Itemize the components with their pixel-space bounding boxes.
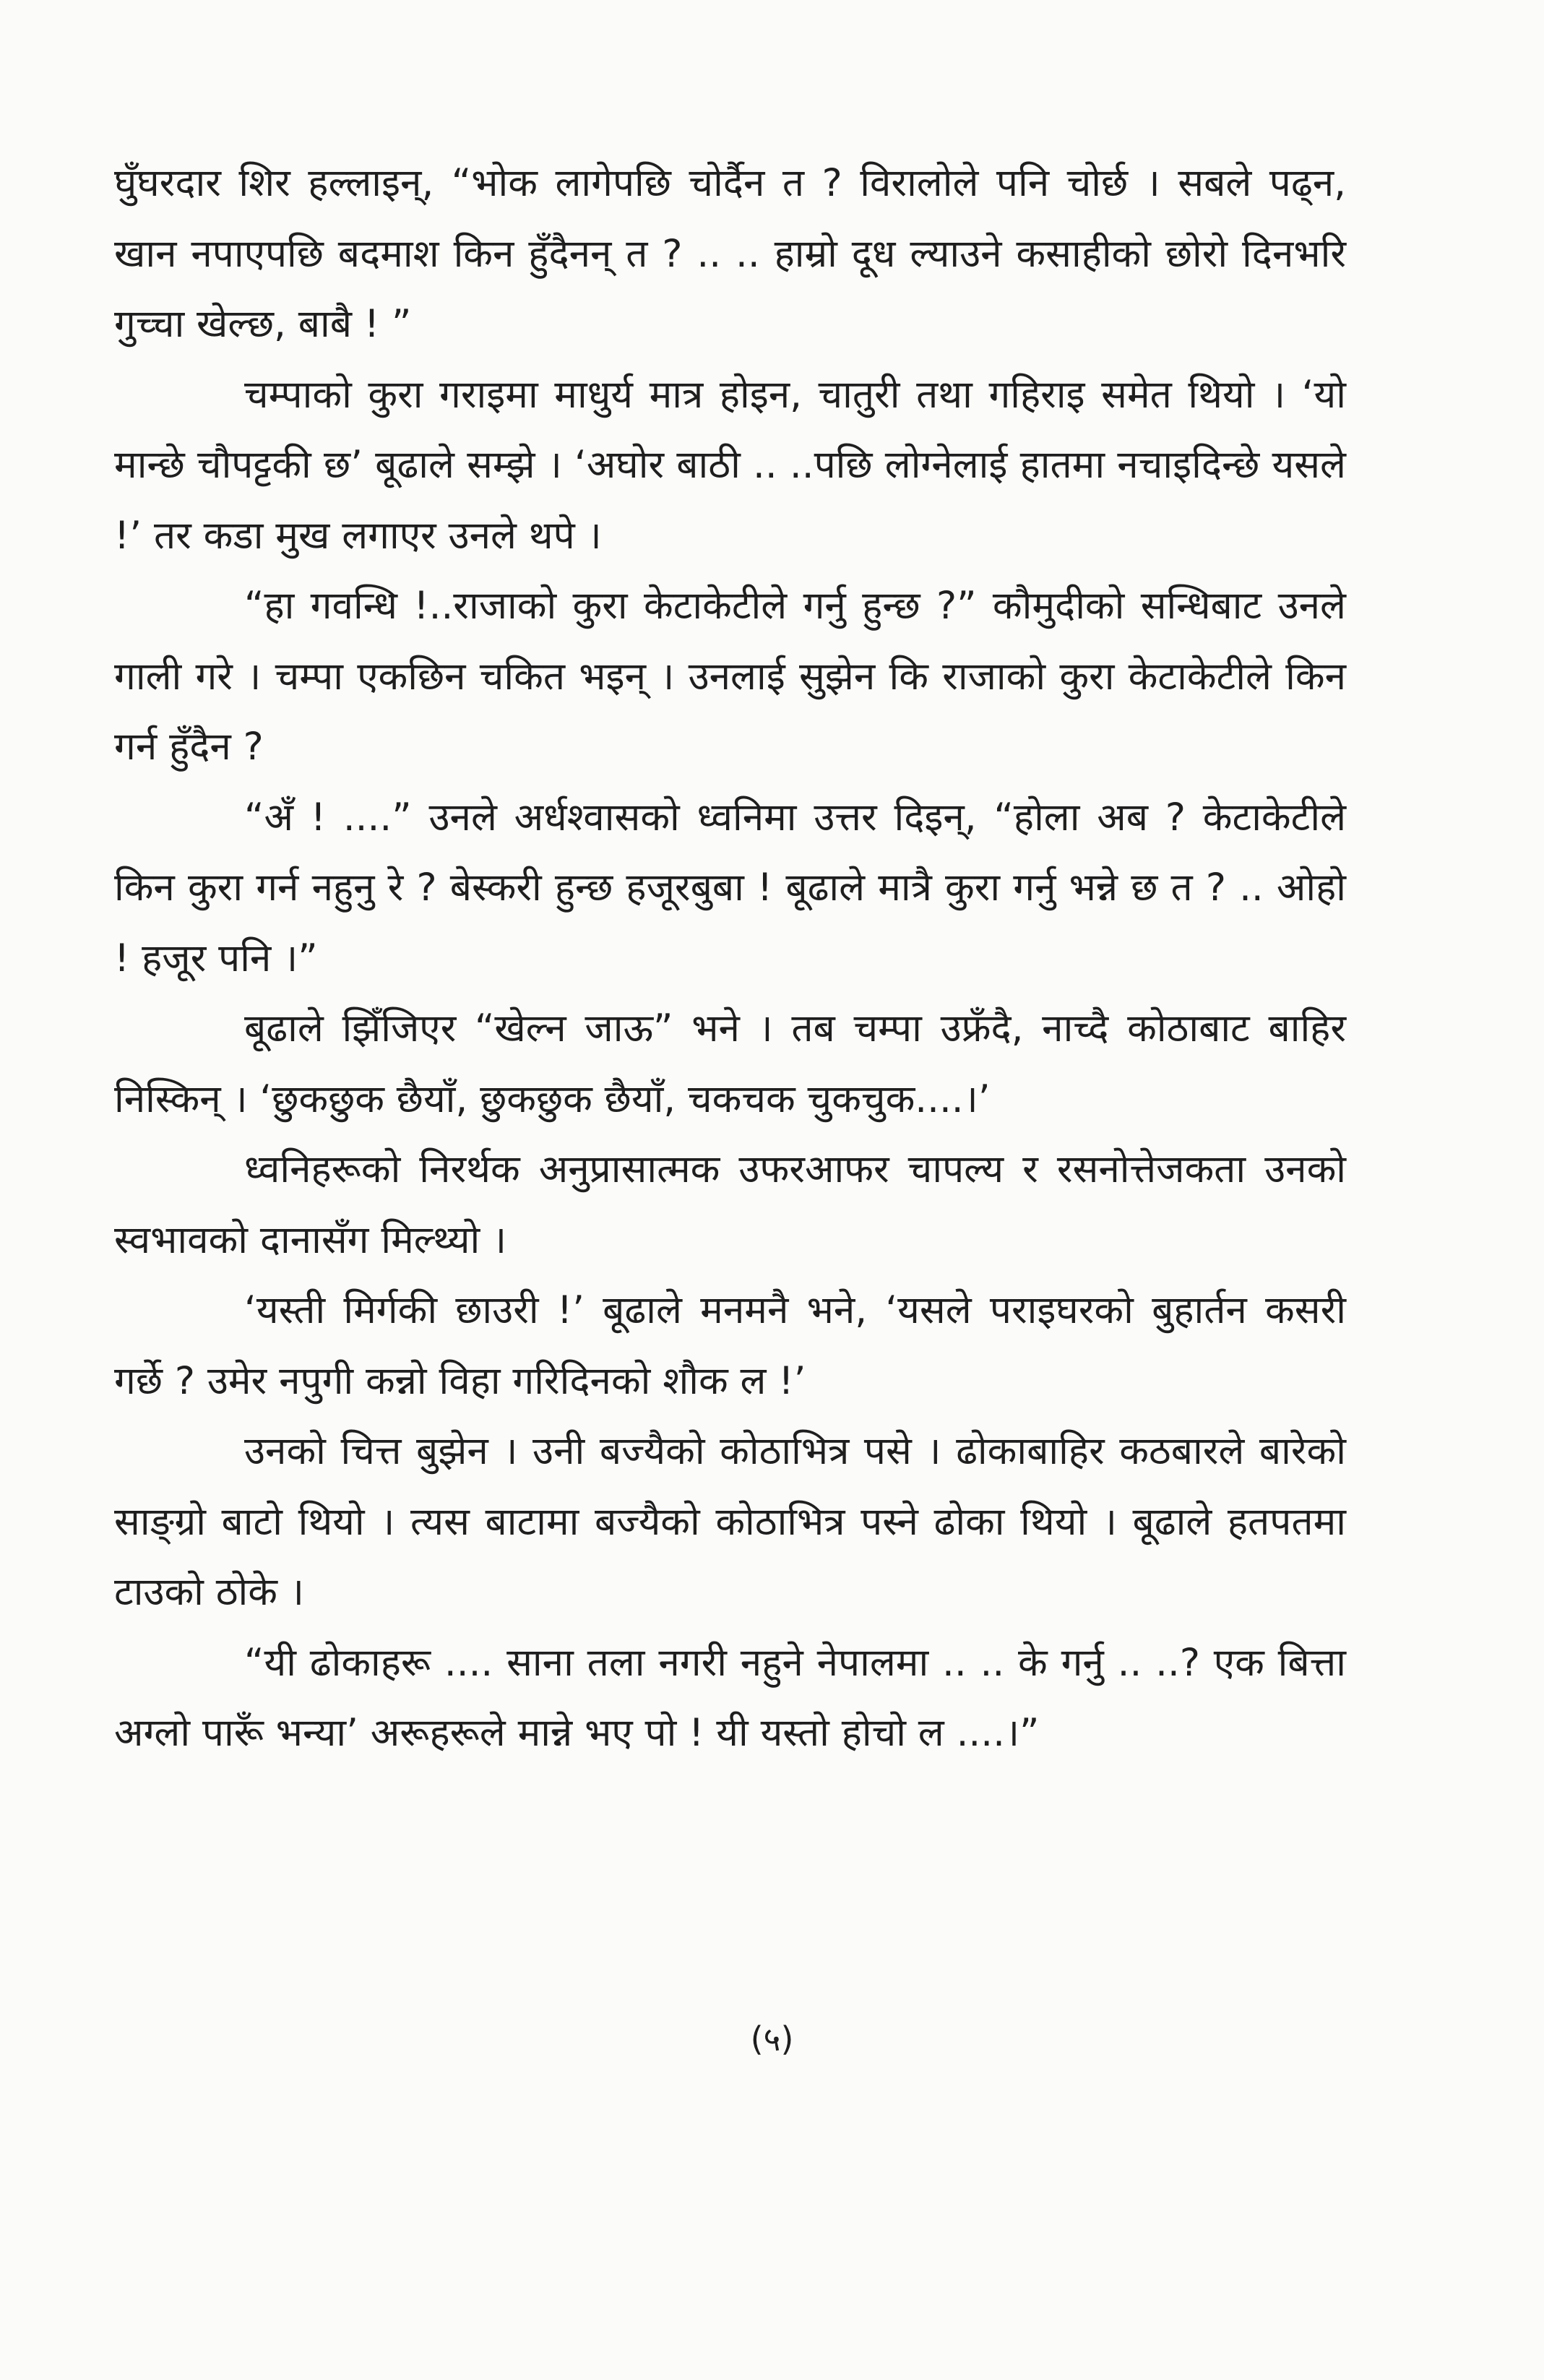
paragraph-2: चम्पाको कुरा गराइमा माधुर्य मात्र होइन, चातुरी तथा गहिराइ समेत थियो । ‘यो मान्छे चौपट्टकी छ’ बूढाले सम्झे । ‘अघोर बाठी .. ..पछि लोग्नेलाई हातमा नचाइदिन्छे यसले !’ तर कडा मुख लगाएर उनले थपे ।	[114, 372, 1346, 558]
page-number: (५)	[750, 2019, 794, 2058]
paragraph-1: घुँघरदार शिर हल्लाइन्, “भोक लागेपछि चोर्दैन त ? विरालोले पनि चोर्छ । सबले पढ्न, खान नपाएपछि बदमाश किन हुँदैनन् त ? .. .. हाम्रो दूध ल्याउने कसाहीको छोरो दिनभरि गुच्चा खेल्छ, बाबै ! ”	[114, 161, 1346, 346]
paragraph-7: ‘यस्ती मिर्गकी छाउरी !’ बूढाले मनमनै भने, ‘यसले पराइघरको बुहार्तन कसरी गर्छे ? उमेर नपुगी कन्नो विहा गरिदिनको शौक ल !’	[114, 1288, 1346, 1403]
body-text	[114, 148, 1346, 1769]
paragraph-6: ध्वनिहरूको निरर्थक अनुप्रासात्मक उफरआफर चापल्य र रसनोत्तेजकता उनको स्वभावको दानासँग मिल्थ्यो ।	[114, 1147, 1346, 1262]
paragraph-4: “अँ ! ....” उनले अर्धश्वासको ध्वनिमा उत्तर दिइन्, “होला अब ? केटाकेटीले किन कुरा गर्न नहुनु रे ? बेस्करी हुन्छ हजूरबुबा ! बूढाले मात्रै कुरा गर्नु भन्ने छ त ? .. ओहो ! हजूर पनि ।”	[114, 795, 1346, 980]
paragraph-5: बूढाले झिँजिएर “खेल्न जाऊ” भने । तब चम्पा उफ्रँदै, नाच्दै कोठाबाट बाहिर निस्किन् । ‘छुकछुक छैयाँ, छुकछुक छैयाँ, चकचक चुकचुक....।’	[114, 1006, 1346, 1121]
paragraph-9: “यी ढोकाहरू .... साना तला नगरी नहुने नेपालमा .. .. के गर्नु .. ..? एक बित्ता अग्लो पारूँ भन्या’ अरूहरूले मान्ने भए पो ! यी यस्तो होचो ल ....।”	[114, 1640, 1346, 1755]
paragraph-8: उनको चित्त बुझेन । उनी बज्यैको कोठाभित्र पसे । ढोकाबाहिर कठबारले बारेको साङ्ग्रो बाटो थियो । त्यस बाटामा बज्यैको कोठाभित्र पस्ने ढोका थियो । बूढाले हतपतमा टाउको ठोके ।	[114, 1429, 1346, 1614]
paragraph-3: “हा गवन्धि !..राजाको कुरा केटाकेटीले गर्नु हुन्छ ?” कौमुदीको सन्धिबाट उनले गाली गरे । चम्पा एकछिन चकित भइन् । उनलाई सुझेन कि राजाको कुरा केटाकेटीले किन गर्न हुँदैन ?	[114, 584, 1346, 769]
